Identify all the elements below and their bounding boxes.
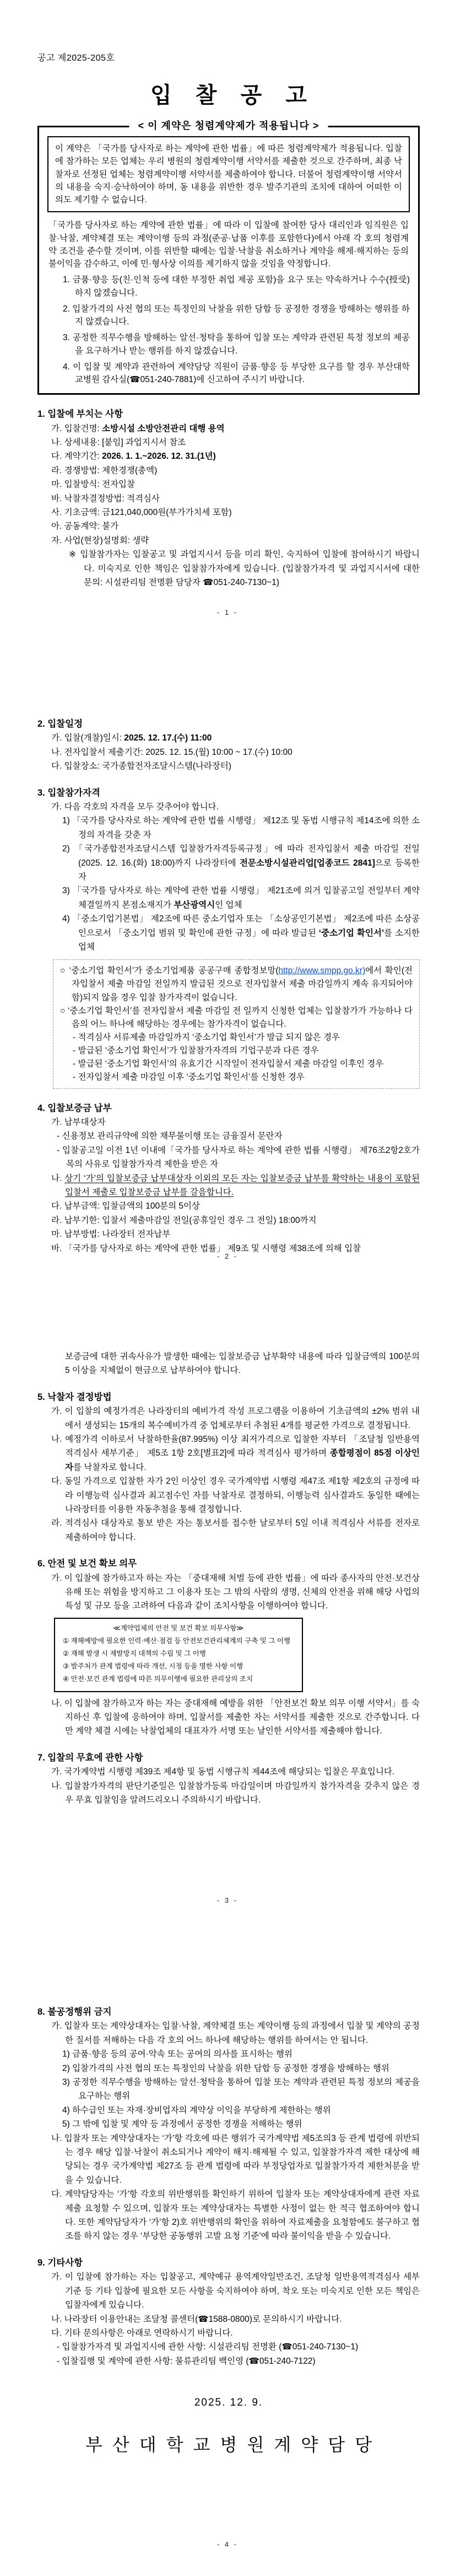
pledge-item-4: 4. 이 입찰 및 계약과 관련하여 계약담당 직원이 금품·향응 등 부당한 요구를 할 경우 부산대학교병원 감사실(☎051-240-7881)에 신고하여 주시기 바랍니다. — [63, 362, 410, 384]
section-9-heading: 9. 기타사항 — [37, 2257, 83, 2268]
smpp-link[interactable]: http://www.smpp.go.kr) — [278, 966, 366, 976]
list-item-bid-method: 마. 입찰방식: 전자입찰 — [51, 480, 135, 490]
pledge-intro: 「국가를 당사자로 하는 계약에 관한 법률」에 따라 이 입찰에 참여한 당사 대리인과 임직원은 입찰·낙찰, 계약체결 또는 계약이행 등의 과정(준공·납품 이후를 포함한다)에서 아래 각 호의 청렴계약 조건을 준수할 것이며, 이를 위반할 때에는 입찰·낙찰을 취소하거나 계약을 해제·해지하는 등의 불이익을 감수하고, 이에 민·형사상 이의를 제기하지 않을 것임을 약정합니다. — [48, 221, 409, 269]
sme-certificate-note-box — [53, 959, 420, 1088]
safety-duty-intro: 가. 이 입찰에 참가하고자 하는 자는 「중대재해 처벌 등에 관한 법률」에 따라 종사자의 안전·보건상 유해 또는 위험을 방지하고 그 이용자 또는 그 밖의 사람의 생명, 신체의 안전을 위해 해당 사업의 특성 및 규모 등을 고려하여 다음과 같이 조치사항을 이행하여야 합니다. — [51, 1573, 420, 1611]
label: 가. 입찰(개찰)일시: — [51, 733, 124, 743]
unfair-practice-item-4: 4) 하수급인 또는 자재·장비업자의 계약상 이익을 부당하게 제한하는 행위 — [62, 2105, 331, 2115]
safety-box-title: ≪계약업체의 안전 및 보건 확보 의무사항≫ — [113, 1624, 244, 1632]
sme-note-dash-4: - 전자입찰서 제출 마감일 이후 ‘중소기업 확인서’를 신청한 경우 — [73, 1072, 305, 1082]
unfair-practice-cooperation: 다. 계약담당자는 ‘가’항 각호의 위반행위를 확인하기 위하여 입찰자 또는 계약상대자에게 관련 자료제출 요청할 수 있으며, 입찰자 또는 계약상대자는 특별한 사정이 없는 한 적극 협조하여야 합니다. 또한 계약담당자가 ‘가’항 2)호 위반행위의 확인을 위하여 자료제출을 요청함에도 불구하고 협조를 하지 않는 경우 ‘부당한 공동행위 고발 요청 기준’에 따라 불이익을 받을 수 있습니다. — [51, 2189, 420, 2241]
page-3 — [0, 1288, 455, 1932]
list-item-award-method: 바. 낙찰자결정방법: 적격심사 — [51, 493, 160, 503]
list-item-briefing: 자. 사업(현장)설명회: 생략 — [51, 535, 149, 545]
label: 다. 계약기간: — [51, 452, 102, 461]
list-item-base-amount: 사. 기초금액: 금121,040,000원(부가가치세 포함) — [51, 508, 232, 518]
section-1-note: ※ 입찰참가자는 입찰공고 및 과업지시서 등을 미리 확인, 숙지하여 입찰에 참여하시기 바랍니다. 미숙지로 인한 책임은 입찰참가자에게 있습니다. (입찰참가자격 및 과업지시서에 대한 문의: 시설관리팀 전명환 담당자 ☎051-240-7130~1) — [69, 550, 420, 588]
section-3-heading: 3. 입찰참가자격 — [37, 787, 100, 798]
list-item-contract-period — [37, 449, 420, 463]
unfair-practice-intro: 가. 입찰자 또는 계약상대자는 입찰·낙찰, 계약체결 또는 계약이행 등의 과정에서 입찰 및 계약의 공정한 질서를 저해하는 다음 각 호의 어느 하나에 해당하는 행위를 하여서는 안 됩니다. — [51, 2021, 420, 2045]
unfair-practice-item-5: 5) 그 밖에 입찰 및 계약 등 과정에서 공정한 경쟁을 저해하는 행위 — [62, 2119, 302, 2129]
section-6-heading: 6. 안전 및 보건 확보 의무 — [37, 1559, 137, 1569]
page-number-2: - 2 - — [216, 1252, 239, 1260]
page-1 — [0, 0, 455, 644]
section-8-heading: 8. 불공정행위 금지 — [37, 2007, 112, 2017]
list-item-competition-method: 라. 경쟁방법: 제한경쟁(총액) — [51, 465, 158, 475]
industry-code-value: 전문소방시설관리업[업종코드 2841] — [239, 858, 375, 868]
sme-note-dash-1: - 적격심사 서류제출 마감일까지 ‘중소기업 확인서’가 발급 되지 않은 경우 — [73, 1032, 340, 1042]
pledge-item-2: 2. 입찰가격의 사전 협의 또는 특정인의 낙찰을 위한 담합 등 공정한 경쟁을 방해하는 행위를 하지 않겠습니다. — [63, 304, 410, 326]
page-number-4: - 4 - — [216, 2540, 239, 2548]
list-item-bid-open-datetime — [37, 731, 420, 745]
unfair-practice-sanction: 나. 입찰자 또는 계약상대자는 ‘가’항 각호에 따른 행위가 국가계약법 제5조의3 등 관계 법령에 위반되는 경우 해당 입찰·낙찰이 취소되거나 계약이 해지·해제될 수 있고, 입찰참가자격 제한 대상에 해당되는 경우 국가계약법 제27조 등 관계 법령에 따라 부정당업자로 입찰참가자격 제한처분을 받을 수 있습니다. — [51, 2133, 420, 2185]
qualification-item-3: 3) 「국가를 당사자로 하는 계약에 관한 법률 시행령」 제21조에 의거 입찰공고일 전일부터 계약 체결일까지 본점소재지가 부산광역시인 업체 — [62, 886, 420, 910]
list-item-qualification-intro: 가. 다음 각호의 자격을 모두 갖추어야 합니다. — [51, 802, 219, 812]
item-marker: 나. — [51, 1173, 65, 1183]
qualification-item-1: 1) 「국가를 당사자로 하는 계약에 관한 법률 시행령」 제12조 및 동법 시행규칙 제14조에 의한 소정의 자격을 갖춘 자 — [62, 816, 420, 840]
list-item-bid-place: 다. 입찰장소: 국가종합전자조달시스템(나라장터) — [51, 761, 232, 771]
unfair-practice-item-2: 2) 입찰가격의 사전 협의 또는 특정인의 낙찰을 위한 담합 등 공정한 경쟁을 방해하는 행위 — [62, 2063, 389, 2073]
list-item-joint-contract: 아. 공동계약: 불가 — [51, 522, 119, 532]
safety-box-item-1: ① 재해예방에 필요한 인력·예산·점검 등 안전보건관리체계의 구축 및 그 이행 — [63, 1637, 291, 1645]
section-7-heading: 7. 입찰의 무효에 관한 사항 — [37, 1752, 143, 1763]
sme-note-item-2: ○ ‘중소기업 확인서’를 전자입찰서 제출 마감일 전 일까지 신청한 업체는 입찰참가가 가능하나 다음의 어느 하나에 해당하는 경우에는 참가자격이 없습니다. — [60, 1006, 413, 1029]
sme-note-dash-2: - 발급된 ‘중소기업 확인서’가 입찰참가자격의 기업구분과 다른 경우 — [73, 1045, 319, 1055]
etc-item-3: 다. 기타 문의사항은 아래로 연락하시기 바랍니다. — [51, 2328, 233, 2338]
deposit-target-intro: 가. 납부대상자 — [51, 1118, 106, 1127]
deposit-target-dash-1: - 신용정보 관리규약에 의한 채무불이행 또는 금융질서 문란자 — [57, 1131, 283, 1141]
sme-note-dash-3: - 발급된 ‘중소기업 확인서’의 유효기간 시작일이 전자입찰서 제출 마감일 이후인 경우 — [73, 1059, 384, 1069]
issuing-org: 부산대학교병원계약담당 — [85, 2435, 382, 2455]
unfair-practice-item-3: 3) 공정한 직무수행을 방해하는 알선·청탁을 통하여 입찰 또는 계약과 관련된 특정 정보의 제공을 요구하는 행위 — [62, 2078, 420, 2101]
safety-box-item-4: ④ 안전·보건 관계 법령에 따른 의무이행에 필요한 관리상의 조치 — [63, 1675, 253, 1683]
award-item-3: 다. 동일 가격으로 입찰한 자가 2인 이상인 경우 국가계약법 시행령 제47조 제1항 제2호의 규정에 따라 이행능력 심사결과 최고점수인 자를 낙찰자로 결정하되, 이행능력 심사결과도 동일한 때에는 나라장터를 이용한 자동추첨을 통해 결정합니다. — [51, 1477, 420, 1515]
invalid-bid-item-2: 나. 입찰참가자격의 판단기준일은 입찰참가등록 마감일이며 마감일까지 참가자격을 갖추지 않은 경우 무효 입찰임을 알려드리오니 주의하시기 바랍니다. — [51, 1781, 420, 1805]
page-title: 입 찰 공 고 — [150, 83, 316, 108]
page-number-1: - 1 - — [216, 608, 239, 616]
deposit-method-item: 마. 납부방법: 나라장터 전자납부 — [51, 1230, 171, 1239]
deposit-waiver-underlined: 상기 ‘가’의 입찰보증금 납부대상자 이외의 모든 자는 입찰보증금 납부를 확약하는 내용이 포함된 입찰서 제출로 입찰보증금 납부를 갈음합니다. — [64, 1173, 420, 1198]
etc-item-1: 가. 이 입찰에 참가하는 자는 입찰공고, 계약예규 용역계약일반조건, 조달청 일반용역적격심사 세부기준 등 기타 입찰에 필요한 모든 사항을 숙지하여야 하며, 착오 또는 미숙지로 인한 모든 책임은 입찰자에게 있습니다. — [51, 2272, 420, 2310]
integrity-notice-text: 이 계약은 「국가를 당사자로 하는 계약에 관한 법률」에 따른 청렴계약제가 적용됩니다. 입찰에 참가하는 모든 업체는 우리 병원의 청렴계약이행 서약서를 제출한 것으로 간주하며, 최종 낙찰자로 선정된 업체는 청렴계약이행 서약서를 제출하여야 합니다. 더불어 청렴계약이행 서약서의 내용을 숙지·승낙하여야 하며, 동 내용을 위반한 경우 발주기관의 조치에 대하여 어떠한 이의도 제기할 수 없습니다. — [47, 136, 410, 212]
integrity-pledge-box — [37, 120, 420, 395]
list-item-submission-period: 나. 전자입찰서 제출기간: 2025. 12. 15.(월) 10:00 ~ 17.(수) 10:00 — [51, 747, 292, 757]
safety-duty-box — [54, 1618, 303, 1692]
invalid-bid-item-1: 가. 국가계약법 시행령 제39조 제4항 및 동법 시행규칙 제44조에 해당되는 입찰은 무효입니다. — [51, 1767, 395, 1777]
deposit-target-dash-2: - 입찰공고일 이전 1년 이내에「국가를 당사자로 하는 계약에 관한 법률 시행령」 제76조2항2호가목의 사유로 입찰참가자격 제한을 받은 자 — [57, 1145, 420, 1169]
pledge-item-3: 3. 공정한 직무수행을 방해하는 알선·청탁을 통하여 입찰 또는 계약과 관련된 특정 정보의 제공을 요구하거나 받는 행위를 하지 않겠습니다. — [63, 333, 410, 356]
integrity-banner: < 이 계약은 청렴계약제가 적용됩니다 > — [129, 119, 328, 133]
safety-box-item-2: ② 재해 발생 시 재발방지 대책의 수립 및 그 이행 — [63, 1650, 206, 1658]
notice-number: 공고 제2025-205호 — [37, 53, 115, 63]
deposit-law-item: 바. 「국가를 당사자로 하는 계약에 관한 법률」 제9조 및 시행령 제38조에 의해 입찰 — [51, 1243, 361, 1253]
sme-certificate-value: ‘중소기업 확인서’ — [318, 928, 384, 938]
bid-open-datetime-value: 2025. 12. 17.(수) 11:00 — [124, 733, 212, 743]
contact-dash-2: - 입찰집행 및 계약에 관한 사항: 물류관리팀 백인영 (☎051-240-7122) — [57, 2356, 316, 2366]
qualification-item-4: 4) 「중소기업기본법」 제2조에 따른 중소기업자 또는 「소상공인기본법」 제2조에 따른 소상공인으로서 「중소기업 범위 및 확인에 관한 규정」에 따라 발급된 ‘중소기업 확인서’를 소지한 업체 — [62, 914, 420, 952]
section-5-heading: 5. 낙찰자 결정방법 — [37, 1392, 112, 1402]
deposit-amount-item: 다. 납부금액: 입찰금액의 100분의 5이상 — [51, 1201, 200, 1211]
safety-box-item-3: ③ 발주처가 관계 법령에 따라 개선, 시정 등을 명한 사항 이행 — [63, 1662, 243, 1671]
deposit-waiver-item — [37, 1172, 420, 1200]
page-4 — [0, 1932, 455, 2576]
passing-score-value: 종합평점이 85점 이상인 자 — [65, 1448, 420, 1472]
label: 가. 입찰건명: — [51, 423, 102, 433]
region-value: 부산광역시 — [174, 900, 215, 910]
list-item-bid-name — [37, 422, 420, 436]
award-item-2: 나. 예정가격 이하로서 낙찰하한율(87.995%) 이상 최저가격으로 입찰한 자부터 「조달청 일반용역적격심사 세부기준」 제5조 1항 2호[별표2]에 따라 적격심사 평가하며 종합평점이 85점 이상인 자를 낙찰자로 합니다. — [51, 1435, 420, 1472]
qualification-item-2: 2) 「국가종합전자조달시스템 입찰참가자격등록규정」에 따라 전자입찰서 제출 마감일 전일(2025. 12. 16.(화) 18:00)까지 나라장터에 전문소방시설관리업[업종코드 2841]으로 등록한 자 — [62, 844, 420, 882]
section-1-heading: 1. 입찰에 부치는 사항 — [37, 409, 123, 420]
contract-period-value: 2026. 1. 1.~2026. 12. 31.(1년) — [102, 452, 216, 461]
section-4-heading: 4. 입찰보증금 납부 — [37, 1103, 112, 1113]
award-item-4: 라. 적격심사 대상자로 통보 받은 자는 통보서를 접수한 날로부터 5일 이내 적격심사 서류를 전자로 제출하여야 합니다. — [51, 1518, 420, 1542]
page-number-3: - 3 - — [216, 1896, 239, 1904]
sme-note-item-1: ○ ‘중소기업 확인서’가 중소기업제품 공공구매 종합정보망(http://www.smpp.go.kr)에서 확인(전자입찰서 제출 마감일 전일까지 발급된 것으로 전자입찰서 제출 마감일까지 계속 유지되어야 함)되지 않을 경우 입찰 참가자격이 없습니다. — [60, 966, 413, 1002]
award-item-1: 가. 이 입찰의 예정가격은 나라장터의 예비가격 작성 프로그램을 이용하여 기초금액의 ±2% 범위 내에서 생성되는 15개의 복수예비가격 중 업체로부터 추첨된 4개를 평균한 가격으로 결정됩니다. — [51, 1407, 420, 1430]
safety-pledge-item: 나. 이 입찰에 참가하고자 하는 자는 중대재해 예방을 위한 「안전보건 확보 의무 이행 서약서」를 숙지하신 후 입찰에 응하여야 하며, 입찰서를 제출한 자는 서약서를 제출한 것으로 간주합니다. 다만 계약 체결 시에는 낙찰업체의 대표자가 서명 또는 날인한 서약서를 제출해야 합니다. — [51, 1698, 420, 1736]
list-item-detail: 나. 상세내용: [붙임] 과업지시서 참조 — [51, 438, 186, 448]
unfair-practice-item-1: 1) 금품·향응 등의 공여·약속 또는 공여의 의사를 표시하는 행위 — [62, 2049, 292, 2059]
issue-date: 2025. 12. 9. — [194, 2397, 263, 2409]
section-2-heading: 2. 입찰일정 — [37, 719, 83, 729]
etc-item-2: 나. 나라장터 이용안내는 조달청 콜센터(☎1588-0800)로 문의하시기 바랍니다. — [51, 2314, 342, 2324]
deposit-deadline-item: 라. 납부기한: 입찰서 제출마감일 전일(공휴일인 경우 그 전일) 18:00까지 — [51, 1215, 317, 1225]
contact-dash-1: - 입찰참가자격 및 과업지시에 관한 사항: 시설관리팀 전명환 (☎051-240-7130~1) — [57, 2342, 359, 2352]
page-2 — [0, 644, 455, 1288]
deposit-law-item-continued: 보증금에 대한 귀속사유가 발생한 때에는 입찰보증금 납부확약 내용에 따라 입찰금액의 100분의 5 이상을 지체없이 현금으로 납부하여야 합니다. — [65, 1352, 420, 1376]
bid-name-value: 소방시설 소방안전관리 대행 용역 — [102, 423, 225, 433]
pledge-item-1: 1. 금품·향응 등(친·인척 등에 대한 부정한 취업 제공 포함)을 요구 또는 약속하거나 수수(授受)하지 않겠습니다. — [63, 275, 410, 298]
